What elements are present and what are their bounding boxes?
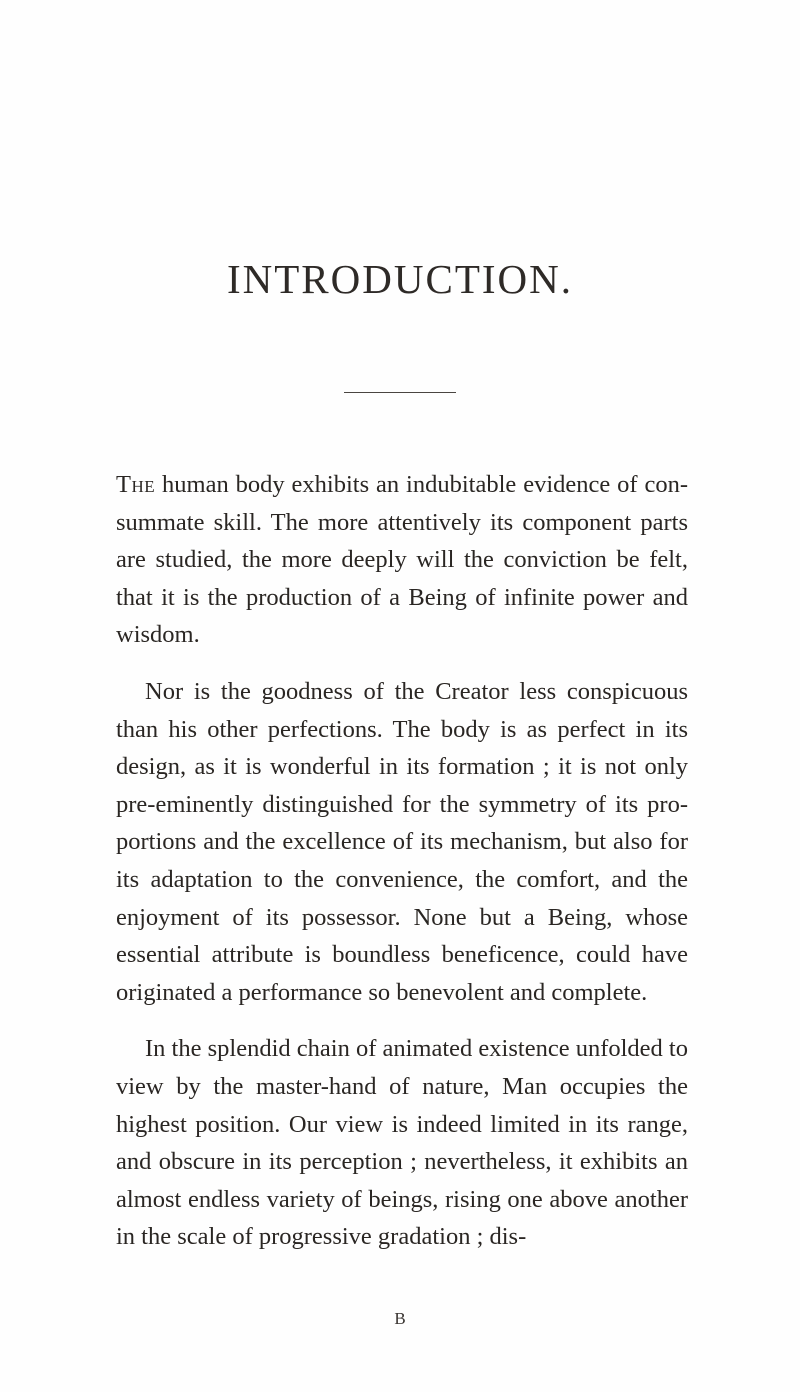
body-text xyxy=(116,466,688,1275)
paragraph-2: Nor is the goodness of the Creator less conspicuous than his other perfections. The body is as perfect in its design, as it is wonderful in its formation ; it is not only pre-eminently distinguished for the symmetry of its pro-portions and the excellence of its mechanism, but also for its adaptation to the convenience, the comfort, and the enjoyment of its possessor. None but a Being, whose essential attribute is boundless beneficence, could have originated a performance so benevolent and complete. xyxy=(116,677,688,1006)
signature-mark: B xyxy=(394,1309,406,1328)
paragraph-1 xyxy=(116,466,688,654)
paragraph-lead-word: The xyxy=(116,471,156,498)
chapter-heading: INTRODUCTION. xyxy=(227,256,573,302)
heading-divider xyxy=(344,392,456,393)
paragraph-text: human body exhibits an indubitable evidence of con-summate skill. The more attentively its component parts are studied, the more deeply will the conviction be felt, that it is the production of a Being of infinite power and wisdom. xyxy=(116,471,688,649)
paragraph-3: In the splendid chain of animated existence unfolded to view by the master-hand of nature, Man occupies the highest position. Our view is indeed limited in its range, and obscure in its perception ; nevertheless, it exhibits an almost endless variety of beings, rising one above another in the scale of progressive gradation ; dis- xyxy=(116,1035,688,1251)
